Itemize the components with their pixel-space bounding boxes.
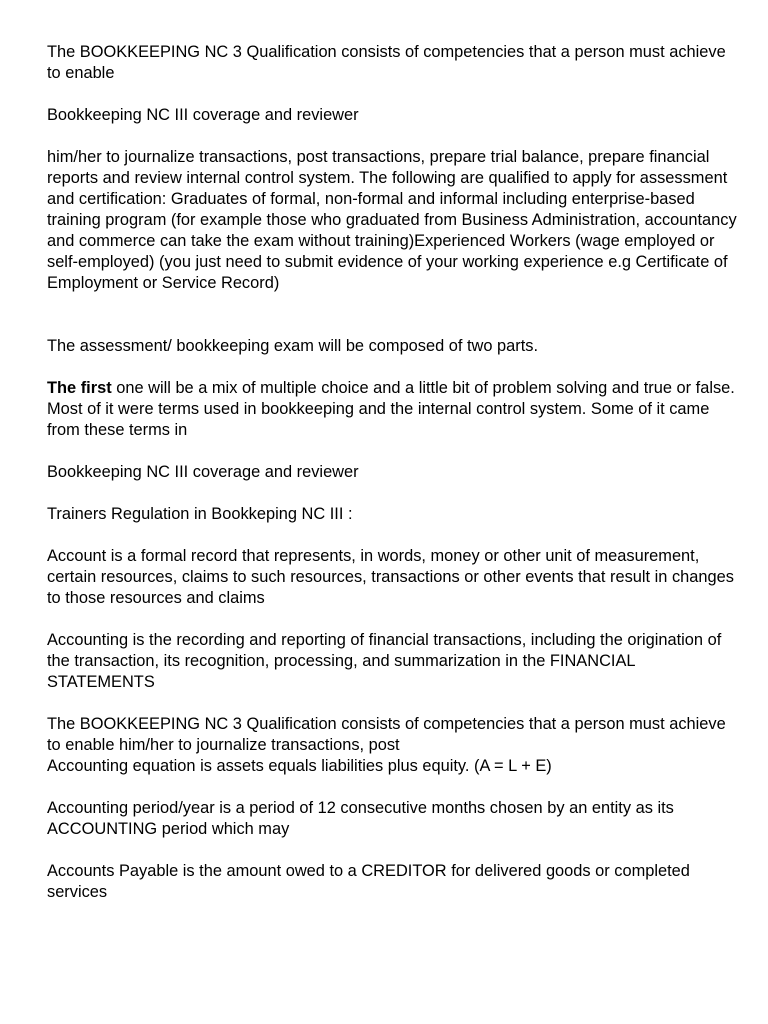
paragraph-coverage-title-repeat: Bookkeeping NC III coverage and reviewer <box>47 463 359 481</box>
paragraph-qualification-intro: The BOOKKEEPING NC 3 Qualification consists of competencies that a person must achieve to enable <box>47 43 726 82</box>
paragraph-accounts-payable: Accounts Payable is the amount owed to a CREDITOR for delivered goods or completed services <box>47 862 690 901</box>
paragraph-account-definition: Account is a formal record that represents, in words, money or other unit of measurement, certain resources, claims to such resources, transactions or other events that result in changes to those resources and claims <box>47 547 734 607</box>
first-part-label: The first <box>47 379 112 397</box>
first-part-text: one will be a mix of multiple choice and a little bit of problem solving and true or false. Most of it were terms used in bookkeeping and the internal control system. Some of it came from these terms in <box>47 379 735 439</box>
paragraph-qualification-and-equation <box>47 714 737 777</box>
paragraph-assessment-parts: The assessment/ bookkeeping exam will be composed of two parts. <box>47 337 539 355</box>
paragraph-first-part <box>47 378 737 441</box>
accounting-equation-text: Accounting equation is assets equals liabilities plus equity. (A = L + E) <box>47 757 552 775</box>
paragraph-accounting-definition: Accounting is the recording and reporting of financial transactions, including the origination of the transaction, its recognition, processing, and summarization in the FINANCIAL STATEMENTS <box>47 631 722 691</box>
paragraph-coverage-title: Bookkeeping NC III coverage and reviewer <box>47 106 359 124</box>
paragraph-trainers-regulation: Trainers Regulation in Bookkeping NC III : <box>47 505 353 523</box>
paragraph-qualification-details: him/her to journalize transactions, post transactions, prepare trial balance, prepare financial reports and review internal control system. The following are qualified to apply for assessment and certification: Graduates of formal, non-formal and informal including enterprise-based training program (for example those who graduated from Business Administration, accountancy and commerce can take the exam without training)Experienced Workers (wage employed or self-employed) (you just need to submit evidence of your working experience e.g Certificate of Employment or Service Record) <box>47 148 737 292</box>
paragraph-accounting-period: Accounting period/year is a period of 12 consecutive months chosen by an entity as its ACCOUNTING period which may <box>47 799 674 838</box>
document-page <box>47 42 737 924</box>
qualification-repeat-text: The BOOKKEEPING NC 3 Qualification consists of competencies that a person must achieve to enable him/her to journalize transactions, post <box>47 715 726 754</box>
